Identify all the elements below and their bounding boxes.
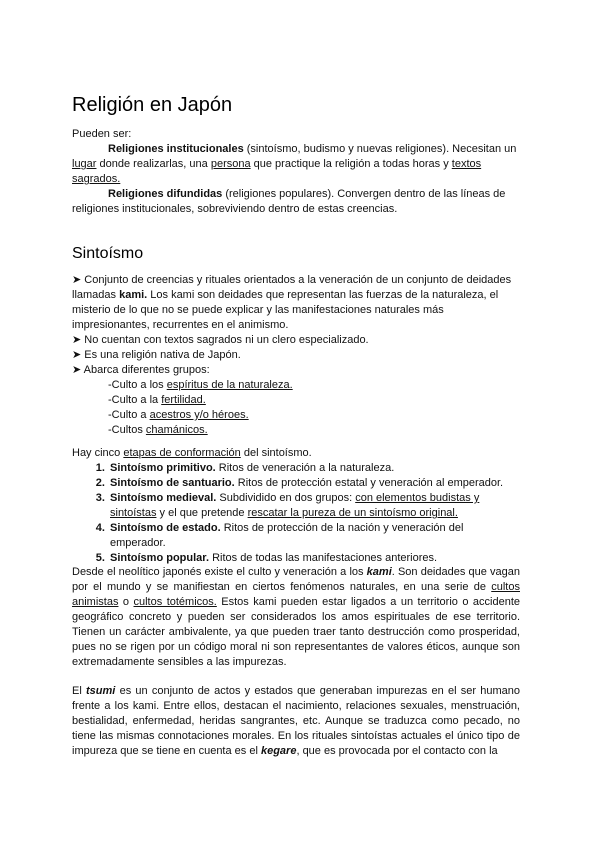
stages-block	[72, 446, 520, 566]
link-textos-sagrados: textos sagrados.	[72, 158, 482, 185]
section-heading: Sintoísmo	[72, 245, 144, 262]
sintoismo-bullets	[72, 273, 520, 438]
text-span: es un conjunto de actos y estados que generaban impurezas en el ser humano frente a los kami. Entre ellos, destacan el nacimiento, relaciones sexuales, menstruación, bestialidad, enfermedad, heridas sangrantes, etc. Aunque se traduzca como pecado, no tiene las mismas connotaciones morales. En los rituales sintoístas actuales el único tipo de impureza que se tiene en cuenta es el	[72, 685, 521, 757]
link-lugar: lugar	[72, 158, 97, 170]
stage-item	[108, 521, 520, 551]
stage-term: Sintoísmo de santuario.	[110, 477, 235, 489]
underlined-term: cultos totémicos.	[133, 596, 217, 608]
text-span: . Son deidades que vagan por el mundo y se manifiestan en ciertos fenómenos naturales, en una serie de	[72, 566, 520, 593]
stage-term: Sintoísmo primitivo.	[110, 462, 216, 474]
arrow-bullet-icon: ➤	[72, 274, 82, 286]
underlined-term: cultos animistas	[72, 581, 520, 608]
stage-term: Sintoísmo de estado.	[110, 522, 221, 534]
intro-block	[72, 127, 520, 217]
text-span: Subdividido en dos grupos:	[216, 492, 356, 504]
text-span: -Culto a los	[108, 379, 167, 391]
stages-lead	[72, 446, 520, 461]
paragraph-text	[72, 565, 520, 670]
cult-item	[72, 423, 520, 438]
paragraph-kami	[72, 565, 520, 670]
text-span: Desde el neolítico japonés existe el culto y veneración a los	[72, 566, 367, 578]
stage-item	[108, 551, 520, 566]
stage-item	[108, 461, 520, 476]
text-span: y el que pretende	[156, 507, 248, 519]
underlined-term: con elementos budistas y sintoístas	[110, 492, 480, 519]
underlined-term: chamánicos.	[145, 424, 208, 436]
link-persona: persona	[210, 158, 251, 170]
text-span: -Culto a	[108, 409, 150, 421]
term-kami: kami.	[119, 289, 148, 301]
intro-institucionales	[72, 142, 520, 187]
text-span: Abarca diferentes grupos:	[81, 364, 210, 376]
bullet-item	[72, 363, 520, 378]
stage-item	[108, 476, 520, 491]
text-span: que practique la religión a todas horas y	[250, 158, 452, 170]
term-difundidas: Religiones difundidas	[108, 188, 223, 200]
term-kegare: kegare	[260, 745, 297, 757]
text-span: Es una religión nativa de Japón.	[81, 349, 241, 361]
arrow-bullet-icon: ➤	[72, 364, 82, 376]
paragraph-tsumi	[72, 684, 520, 759]
bullet-item	[72, 333, 520, 348]
bullet-item	[72, 273, 520, 333]
text-span: No cuentan con textos sagrados ni un clero especializado.	[81, 334, 369, 346]
text-span: , que es provocada por el contacto con la	[296, 745, 498, 757]
text-span: Conjunto de creencias y rituales orientados a la veneración de un conjunto de deidades llamadas	[72, 274, 512, 301]
stage-term: Sintoísmo popular.	[110, 552, 210, 564]
text-span: Estos kami pueden estar ligados a un territorio o accidente geográfico concreto y pueden ser considerados los amos espirituales de ese territorio. Tienen un carácter ambivalente, ya que pueden traer tanto destrucción como prosperidad, pues no se rigen por un código moral ni son representantes de valores éticos, aunque son extremadamente sensibles a las impurezas.	[72, 596, 521, 668]
cult-item	[72, 378, 520, 393]
intro-lead: Pueden ser:	[72, 128, 132, 140]
text-span: Ritos de protección de la nación y veneración del emperador.	[110, 522, 464, 549]
term-tsumi: tsumi	[86, 685, 116, 697]
term-kami-italic: kami	[366, 566, 392, 578]
bullet-item	[72, 348, 520, 363]
text-span: El	[72, 685, 87, 697]
text-span: Los kami son deidades que representan las fuerzas de la naturaleza, el misterio de lo que no se puede explicar y las manifestaciones naturales más impresionantes, recurrentes en el animismo.	[72, 289, 499, 331]
cult-item	[72, 393, 520, 408]
underlined-term: fertilidad.	[161, 394, 206, 406]
term-institucionales: Religiones institucionales	[108, 143, 244, 155]
text-span: Ritos de protección estatal y veneración al emperador.	[234, 477, 504, 489]
paragraph-text	[72, 684, 520, 759]
arrow-bullet-icon: ➤	[72, 334, 82, 346]
text-span: donde realizarlas, una	[96, 158, 211, 170]
stage-item	[108, 491, 520, 521]
underlined-term: rescatar la pureza de un sintoísmo original.	[247, 507, 458, 519]
underlined-term: espíritus de la naturaleza.	[166, 379, 293, 391]
text-span: Ritos de todas las manifestaciones anteriores.	[209, 552, 438, 564]
text-span: -Cultos	[108, 424, 146, 436]
underlined-term: etapas de conformación	[123, 447, 241, 459]
cult-item	[72, 408, 520, 423]
text-span: o	[118, 596, 134, 608]
text-span: del sintoísmo.	[240, 447, 312, 459]
stage-term: Sintoísmo medieval.	[110, 492, 217, 504]
text-span: Ritos de veneración a la naturaleza.	[215, 462, 395, 474]
text-span: Hay cinco	[72, 447, 124, 459]
page-title: Religión en Japón	[72, 94, 233, 116]
text-span: (sintoísmo, budismo y nuevas religiones). Necesitan un	[243, 143, 517, 155]
text-span: (religiones populares). Convergen dentro de las líneas de religiones institucionales, sobreviviendo dentro de estas creencias.	[72, 188, 506, 215]
intro-difundidas	[72, 187, 520, 217]
stages-list	[72, 461, 520, 566]
text-span: -Culto a la	[108, 394, 162, 406]
arrow-bullet-icon: ➤	[72, 349, 82, 361]
underlined-term: acestros y/o héroes.	[149, 409, 249, 421]
